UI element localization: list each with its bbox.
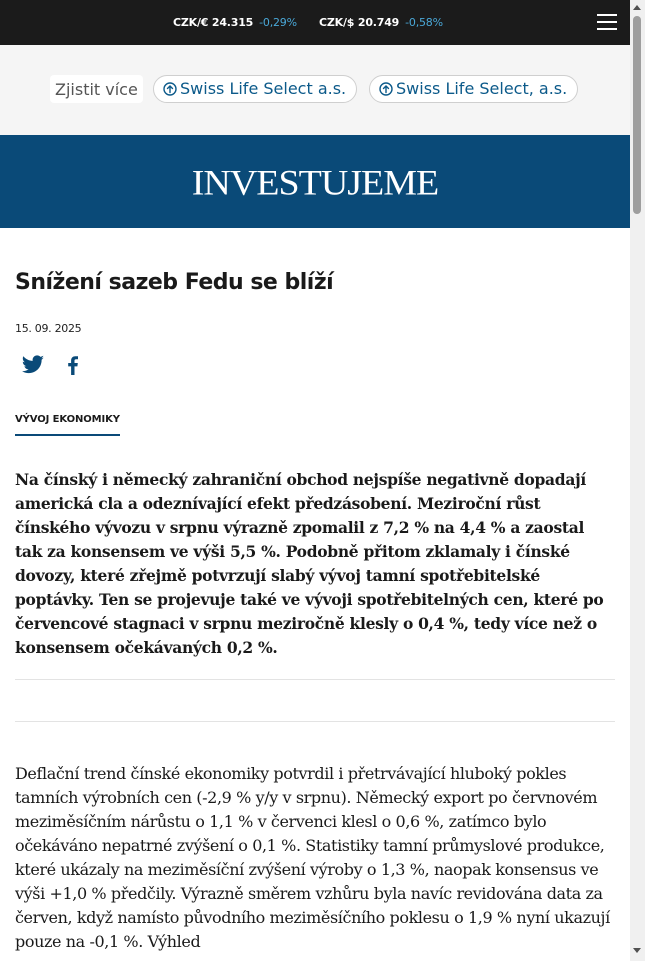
tags-label: Zjistit více	[50, 75, 143, 103]
divider	[15, 721, 615, 722]
ticker-usd-pair: CZK/$ 20.749	[319, 16, 400, 29]
tag-swiss-life-2[interactable]	[369, 75, 578, 103]
currency-ticker	[0, 0, 630, 45]
tag-label: Swiss Life Select a.s.	[180, 79, 347, 98]
hamburger-icon[interactable]	[597, 14, 617, 30]
article-lead: Na čínský i německý zahraniční obchod nejspíše negativně dopadají americká cla a odeznívající efekt předzásobení. Meziroční růst čínského vývozu v srpnu výrazně zpomalil z 7,2 % na 4,4 % a zaostal tak za konsensem ve výši 5,5 %. Podobně přitom zklamaly i čínské dovozy, které zřejmě potvrzují slabý vývoj tamní spotřebitelské poptávky. Ten se projevuje také ve vývoji spotřebitelných cen, které po červencové stagnaci v srpnu meziročně klesly o 0,4 %, tedy více než o konsensem očekávaných 0,2 %.	[15, 470, 604, 657]
scrollbar[interactable]	[630, 0, 645, 961]
article-body: Deflační trend čínské ekonomiky potvrdil i přetrvávající hluboký pokles tamních výrobních cen (-2,9 % y/y v srpnu). Německý export po červnovém meziměsíčním nárůstu o 1,1 % v červenci klesl o 0,6 %, zatímco bylo očekáváno nepatrné zvýšení o 0,1 %. Statistiky tamní průmyslové produkce, které ukázaly na meziměsíční zvýšení výroby o 1,3 %, naopak konsensus ve výši +1,0 % předčily. Výrazně směrem vzhůru byla navíc revidována data za červen, když namísto původního meziměsíčního poklesu o 1,9 % nyní ukazují pouze na -0,1 %. Výhled	[15, 764, 610, 951]
facebook-icon[interactable]	[61, 353, 85, 377]
divider	[15, 679, 615, 680]
related-tags	[0, 45, 630, 135]
arrow-up-circle-icon	[379, 82, 393, 96]
article-category[interactable]: VÝVOJ EKONOMIKY	[15, 414, 120, 436]
scroll-up-arrow-icon[interactable]	[633, 5, 641, 10]
scroll-down-arrow-icon[interactable]	[633, 948, 641, 953]
scrollbar-thumb[interactable]	[633, 16, 641, 214]
site-logo[interactable]: INVESTUJEME	[191, 163, 439, 203]
article-title: Snížení sazeb Fedu se blíží	[15, 270, 334, 295]
arrow-up-circle-icon	[163, 82, 177, 96]
tag-swiss-life-1[interactable]	[153, 75, 357, 103]
site-header	[0, 135, 630, 228]
article-date: 15. 09. 2025	[15, 322, 82, 335]
ticker-eur-change: -0,29%	[259, 16, 297, 29]
ticker-usd-change: -0,58%	[405, 16, 443, 29]
ticker-usd	[319, 16, 443, 29]
ticker-eur	[173, 16, 297, 29]
ticker-eur-pair: CZK/€ 24.315	[173, 16, 254, 29]
tag-label: Swiss Life Select, a.s.	[396, 79, 568, 98]
twitter-icon[interactable]	[21, 353, 45, 377]
